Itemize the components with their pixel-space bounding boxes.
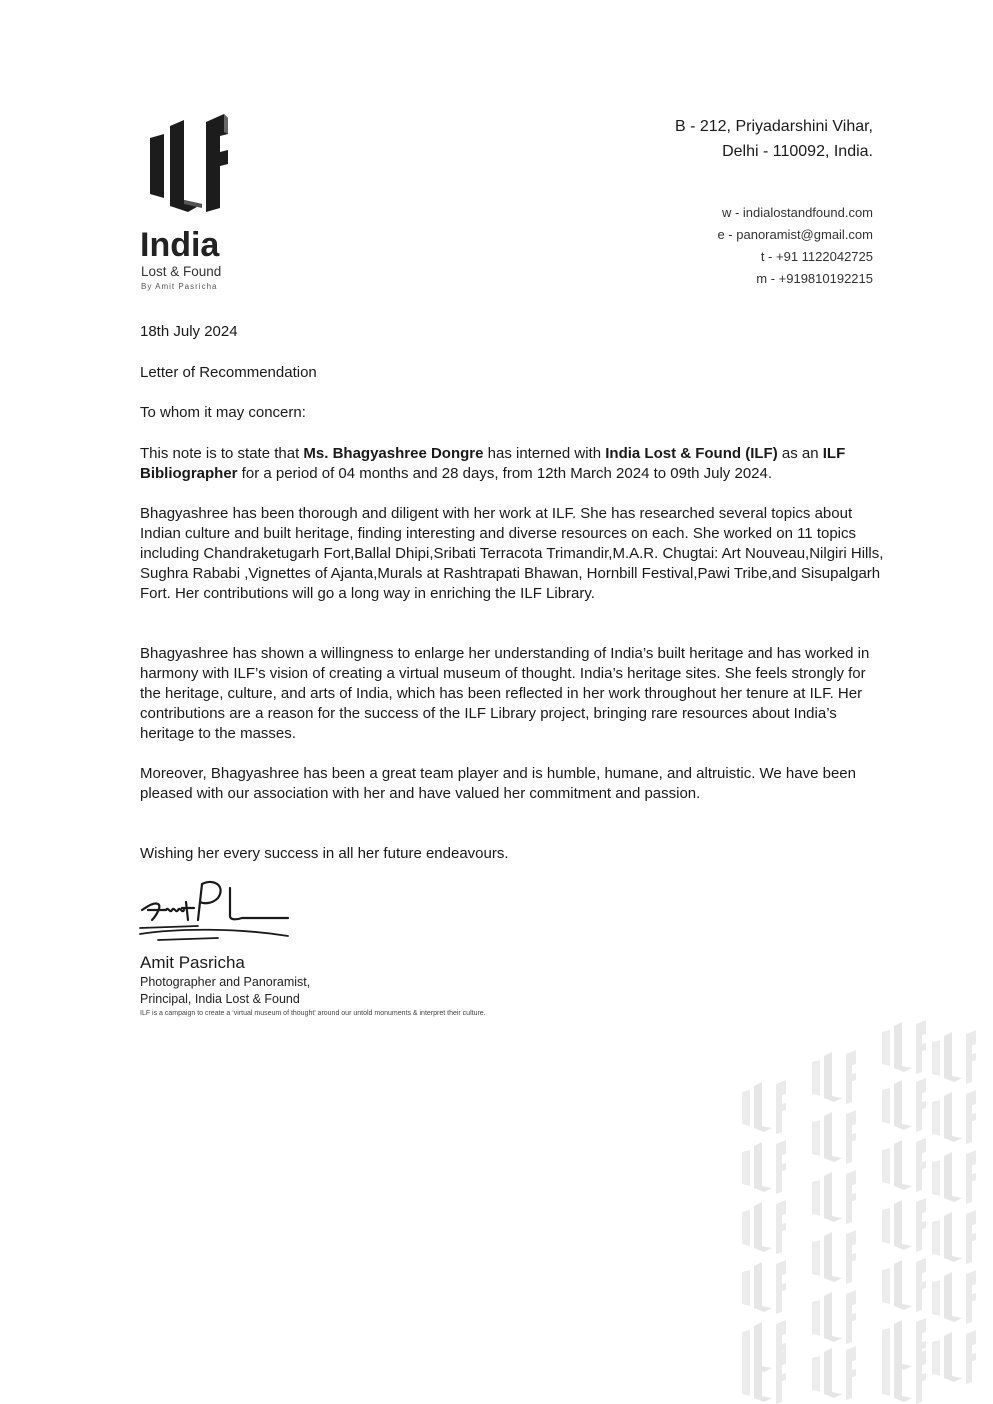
address-block xyxy=(675,114,873,164)
contact-tel: t - +91 1122042725 xyxy=(760,249,873,264)
signer-role: Photographer and Panoramist, xyxy=(140,975,311,989)
signer-organisation xyxy=(140,991,300,1008)
contact-mobile: m - +919810192215 xyxy=(756,271,873,286)
ilf-watermark-pattern xyxy=(732,1020,982,1404)
paragraph-heritage: Bhagyashree has shown a willingness to enlarge her understanding of India’s built heritage and has worked in harmony with ILF’s vision of creating a virtual museum of thought. India’s heritage sites. She feels strongly for the heritage, culture, and arts of India, which has been reflected in her work throughout her tenure at ILF. Her contributions are a reason for the success of the ILF Library project, bringing rare resources about India’s heritage to the masses. xyxy=(140,645,870,742)
signer-name: Amit Pasricha xyxy=(140,953,245,972)
letter-salutation: To whom it may concern: xyxy=(140,404,306,421)
logo-title: India xyxy=(140,226,220,264)
intern-role: ILF Bibliographer xyxy=(140,445,846,482)
contact-email: e - panoramist@gmail.com xyxy=(717,227,873,242)
paragraph-teamwork: Moreover, Bhagyashree has been a great team player and is humble, humane, and altruistic. We have been pleased with our association with her and have valued her commitment and passion. xyxy=(140,765,856,802)
logo-subtitle: Lost & Found xyxy=(141,264,222,279)
intro-text: has interned with xyxy=(483,445,606,462)
signer-org-name: India Lost & Found xyxy=(194,992,300,1006)
signature-image xyxy=(138,876,298,948)
paragraph-work: Bhagyashree has been thorough and diligent with her work at ILF. She has researched several topics about Indian culture and built heritage, finding interesting and diverse resources on each. She worked on 11 topics including Chandraketugarh Fort,Ballal Dhipi,Sribati Terracota Trimandir,M.A.R. Chugtai: Art Nouveau,Nilgiri Hills, Sughra Rababi ,Vignettes of Ajanta,Murals at Rashtrapati Bhawan, Hornbill Festival,Pawi Tribe,and Sisupalgarh Fort. Her contributions will go a long way in enriching the ILF Library. xyxy=(140,505,884,602)
letter-date: 18th July 2024 xyxy=(140,323,238,340)
intro-text: This note is to state that xyxy=(140,445,304,462)
contact-web: w - indialostandfound.com xyxy=(721,205,873,220)
intern-name: Ms. Bhagyashree Dongre xyxy=(303,445,484,462)
letter-subject: Letter of Recommendation xyxy=(140,364,317,381)
intro-text: for a period of 04 months and 28 days, from 12th March 2024 to 09th July 2024. xyxy=(237,465,773,482)
contact-block xyxy=(717,202,873,290)
address-line-1: B - 212, Priyadarshini Vihar, xyxy=(674,118,873,135)
signer-title: Principal, xyxy=(140,992,195,1006)
org-name: India Lost & Found (ILF) xyxy=(605,445,778,462)
address-line-2: Delhi - 110092, India. xyxy=(722,143,873,160)
ilf-monogram-icon xyxy=(140,112,250,222)
ilf-tagline: ILF is a campaign to create a ‘virtual museum of thought’ around our untold monuments & interpret their culture. xyxy=(140,1010,486,1017)
logo-byline: By Amit Pasricha xyxy=(141,282,218,291)
paragraph-intro xyxy=(140,444,885,484)
intro-text: as an xyxy=(777,445,823,462)
letter-closing: Wishing her every success in all her future endeavours. xyxy=(140,845,509,862)
